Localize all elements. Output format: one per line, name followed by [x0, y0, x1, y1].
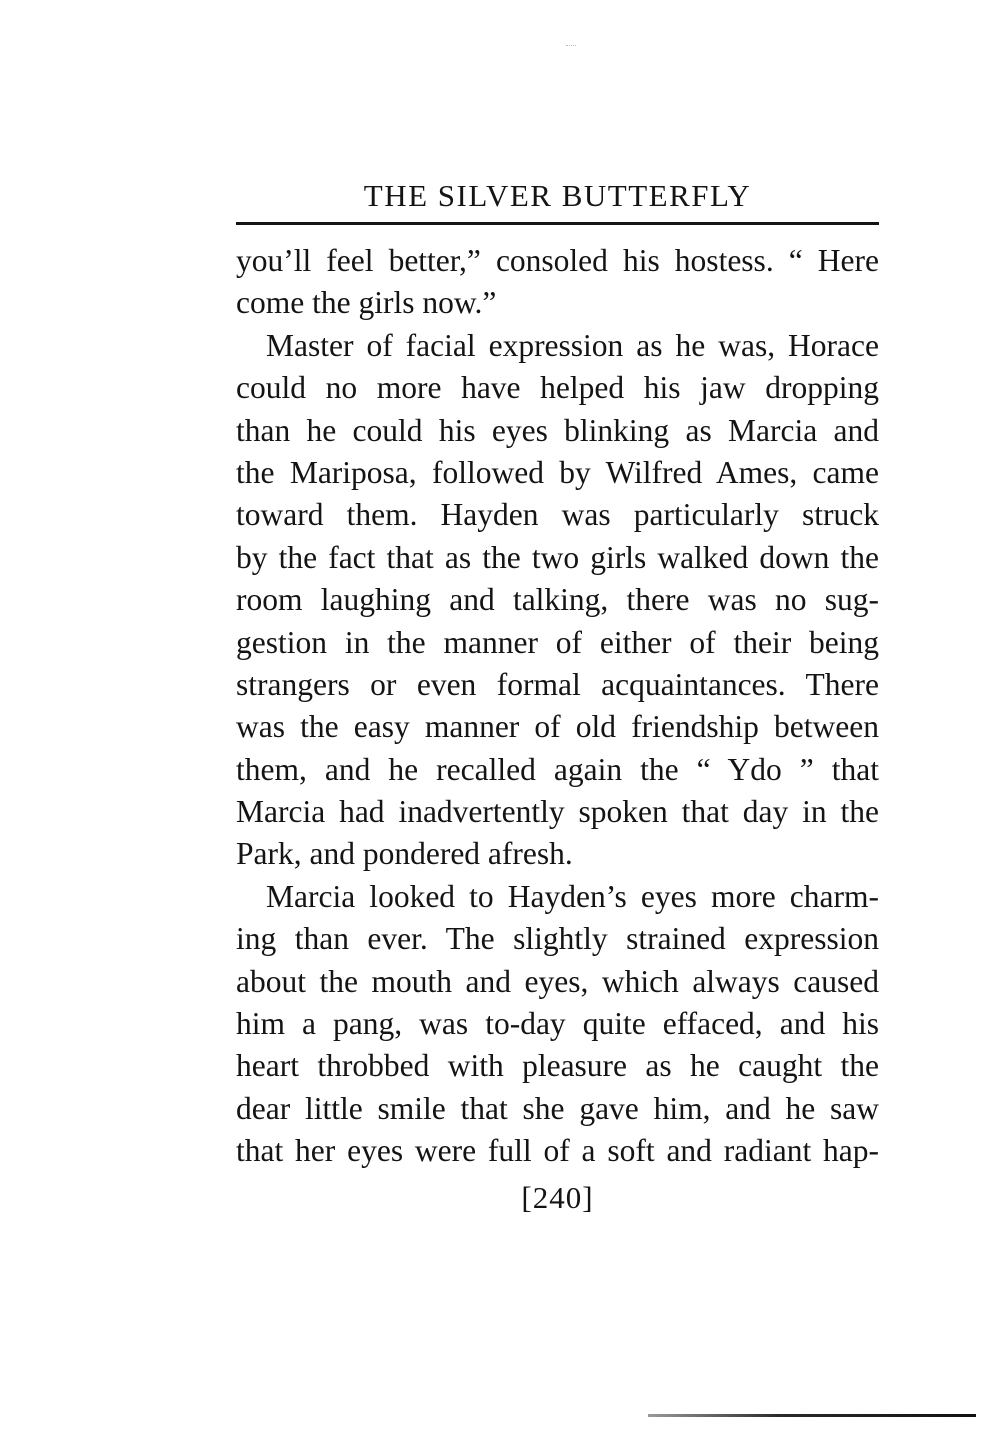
text-line: you’ll feel better,” consoled his hostess. “ Here: [236, 243, 879, 278]
text-line: about the mouth and eyes, which always caused: [236, 963, 879, 999]
header-rule: [236, 222, 879, 225]
text-line: strangers or even formal acquaintances. There: [236, 666, 879, 702]
text-line: come the girls now.”: [236, 285, 497, 321]
text-line: room laughing and talking, there was no sug-: [236, 582, 879, 618]
scan-artifact-top: [566, 45, 576, 48]
scan-edge-shadow: [648, 1414, 976, 1417]
text-line: that her eyes were full of a soft and radiant hap-: [236, 1133, 879, 1169]
text-line: by the fact that as the two girls walked down the: [236, 539, 879, 575]
text-line: Marcia looked to Hayden’s eyes more charm-: [266, 878, 879, 914]
text-line: dear little smile that she gave him, and he saw: [236, 1090, 879, 1126]
text-line: Marcia had inadvertently spoken that day in the: [236, 794, 879, 830]
text-line: them, and he recalled again the “ Ydo ” that: [236, 751, 879, 787]
text-line: toward them. Hayden was particularly struck: [236, 497, 879, 533]
text-line: Park, and pondered afresh.: [236, 836, 573, 872]
page-number: [240]: [521, 1180, 594, 1215]
text-line: heart throbbed with pleasure as he caught the: [236, 1048, 879, 1084]
text-line: gestion in the manner of either of their being: [236, 624, 879, 660]
text-line: the Mariposa, followed by Wilfred Ames, came: [236, 454, 879, 490]
text-line: ing than ever. The slightly strained expression: [236, 921, 879, 957]
body-text: [236, 240, 879, 1173]
text-line: than he could his eyes blinking as Marcia and: [236, 412, 879, 448]
text-line: could no more have helped his jaw dropping: [236, 370, 879, 406]
text-line: him a pang, was to-day quite effaced, and his: [236, 1006, 879, 1042]
text-line: was the easy manner of old friendship between: [236, 709, 879, 745]
text-line: Master of facial expression as he was, Horace: [266, 327, 879, 363]
running-head: THE SILVER BUTTERFLY: [363, 178, 752, 213]
